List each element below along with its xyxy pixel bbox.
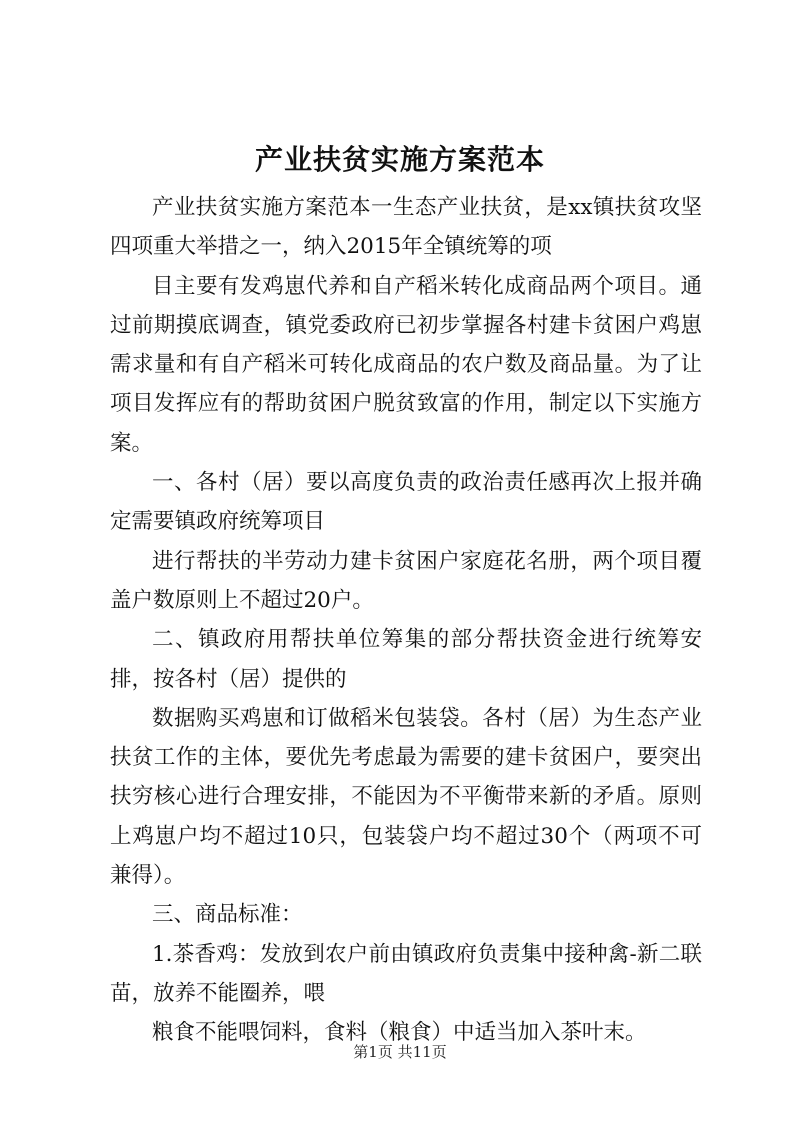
paragraph-6: 数据购买鸡崽和订做稻米包装袋。各村（居）为生态产业扶贫工作的主体，要优先考虑最为需要的建卡贫困户，要突出扶穷核心进行合理安排，不能因为不平衡带来新的矛盾。原则上鸡崽户均不超过10只，包装袋户均不超过30个（两项不可兼得）。: [110, 705, 702, 889]
document-title: 产业扶贫实施方案范本: [254, 143, 545, 176]
paragraph-9: 粮食不能喂饲料，食料（粮食）中适当加入茶叶末。: [152, 1020, 647, 1046]
paragraph-2: 目主要有发鸡崽代养和自产稻米转化成商品两个项目。通过前期摸底调查，镇党委政府已初步掌握各村建卡贫困户鸡崽需求量和有自产稻米可转化成商品的农户数及商品量。为了让项目发挥应有的帮助贫困户脱贫致富的作用，制定以下实施方案。: [110, 273, 702, 456]
paragraph-5: 二、镇政府用帮扶单位筹集的部分帮扶资金进行统筹安排，按各村（居）提供的: [110, 627, 702, 692]
paragraph-4: 进行帮扶的半劳动力建卡贫困户家庭花名册，两个项目覆盖户数原则上不超过20户。: [110, 548, 702, 613]
paragraph-7: 三、商品标准：: [152, 902, 303, 928]
document-body: [110, 188, 702, 1053]
paragraph-8: 1.茶香鸡：发放到农户前由镇政府负责集中接种禽-新二联苗，放养不能圈养，喂: [110, 941, 702, 1006]
paragraph-3: 一、各村（居）要以高度负责的政治责任感再次上报并确定需要镇政府统筹项目: [110, 470, 702, 535]
paragraph-1: 产业扶贫实施方案范本一生态产业扶贫，是xx镇扶贫攻坚四项重大举措之一，纳入2015年全镇统筹的项: [110, 195, 702, 260]
page-number-footer: 第1页 共11页: [353, 1043, 447, 1061]
